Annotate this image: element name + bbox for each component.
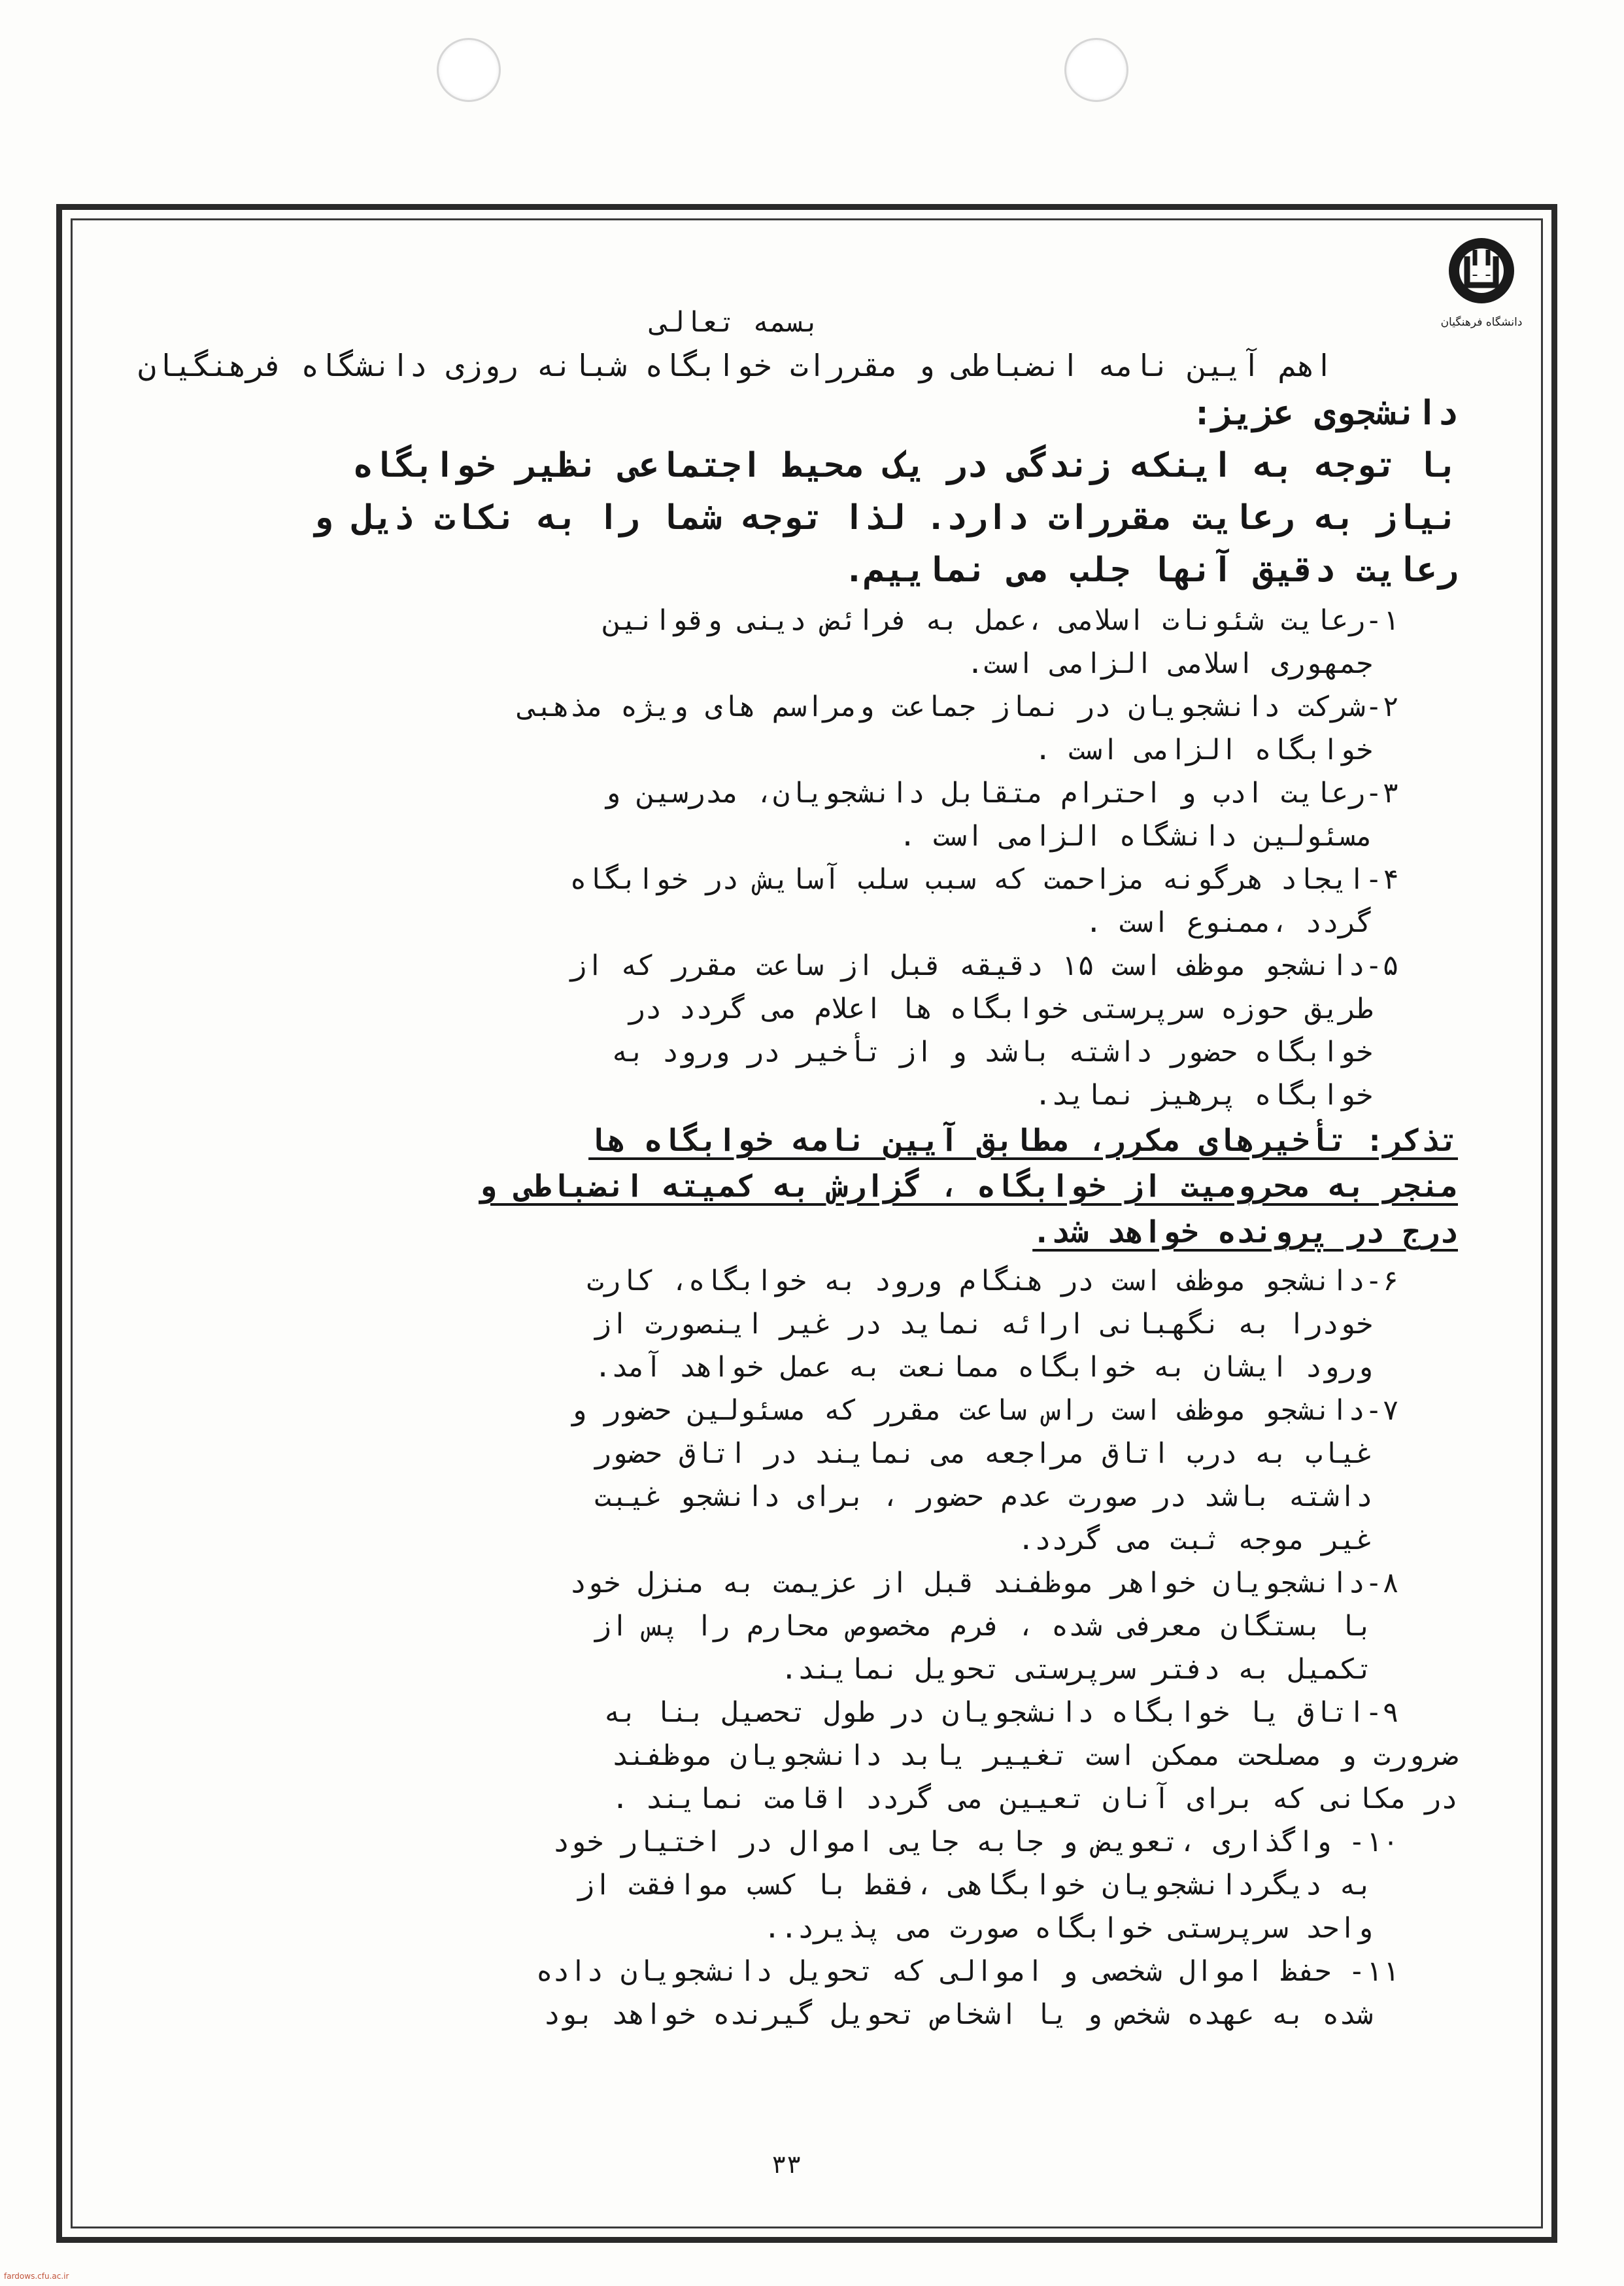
document-body [131,301,1458,2036]
rule-line: ۶-دانشجو موظف است در هنگام ورود به خوابگاه، کارت [586,1265,1399,1297]
rule-line: مسئولین دانشگاه الزامی است . [899,820,1373,853]
rule-item [131,1950,1399,2036]
bismillah: بسمه تعالی [651,306,820,339]
rule-line: ۹-اتاق یا خوابگاه دانشجویان در طول تحصیل بنا به [603,1696,1399,1729]
rule-line: تکمیل به دفتر سرپرستی تحویل نمایند. [780,1653,1373,1686]
rule-line: جمهوری اسلامی الزامی است. [966,647,1373,680]
rule-line: خودرا به نگهبانی ارائه نماید در غیر اینصورت از [594,1308,1373,1340]
rule-line: ۵-دانشجو موظف است ۱۵ دقیقه قبل از ساعت مقرر که از [569,949,1399,982]
rule-line: خوابگاه الزامی است . [1034,734,1373,766]
rule-line: ۴-ایجاد هرگونه مزاحمت که سبب سلب آسایش در خوابگاه [569,863,1399,896]
note-line: تذکر: تأخیرهای مکرر، مطابق آیین نامه خوابگاه ها [588,1123,1458,1159]
note-line: منجر به محرومیت از خوابگاه ، گزارش به کمیته انضباطی و [477,1169,1458,1204]
rule-line: واحد سرپرستی خوابگاه صورت می پذیرد.. [764,1912,1373,1945]
rule-item [131,858,1399,944]
intro-paragraph [131,439,1458,596]
rule-line: خوابگاه پرهیز نماید. [1034,1079,1373,1112]
rule-line: غیاب به درب اتاق مراجعه می نمایند در اتاق حضور [594,1437,1373,1470]
rule-line: داشته باشد در صورت عدم حضور ، برای دانشجو غیبت [594,1480,1373,1513]
rule-line: ۲-شرکت دانشجویان در نماز جماعت ومراسم های ویژه مذهبی [518,691,1399,723]
rule-line: شده به عهده شخص و یا اشخاص تحویل گیرنده خواهد بود [543,1998,1373,2031]
page-number: ۳۳ [771,2150,802,2179]
rule-item [131,685,1399,772]
rule-line: گردد ،ممنوع است . [1085,906,1373,939]
rule-item [131,944,1399,1117]
rule-item [131,1259,1399,1389]
rule-line: طریق حوزه سرپرستی خوابگاه ها اعلام می گردد در [628,993,1373,1025]
rule-line: ۱-رعایت شئونات اسلامی ،عمل به فرائض دینی وقوانین [603,604,1399,637]
intro-line: با توجه به اینکه زندگی در یک محیط اجتماعی نظیر خوابگاه [352,446,1458,485]
rule-item [131,1561,1399,1691]
rule-item [131,1691,1458,1820]
note-line: درج در پرونده خواهد شد. [1032,1214,1458,1250]
rule-line: ۱۱- حفظ اموال شخصی و اموالی که تحویل دانشجویان داده [535,1955,1399,1988]
note-block [131,1118,1458,1255]
greeting: دانشجوی عزیز: [1192,394,1458,433]
watermark: fardows.cfu.ac.ir [4,2272,69,2281]
rule-line: به دیگردانشجویان خوابگاهی ،فقط با کسب موافقت از [577,1869,1373,1902]
rule-item [131,772,1399,858]
rule-line: در مکانی که برای آنان تعیین می گردد اقامت نمایند . [611,1783,1458,1815]
document-title: اهم آیین نامه انضباطی و مقررات خوابگاه شبانه روزی دانشگاه فرهنگیان [138,348,1333,383]
rule-line: ضرورت و مصلحت ممکن است تغییر یابد دانشجویان موظفند [611,1739,1458,1772]
punch-hole-right [1064,38,1128,102]
intro-line: رعایت دقیق آنها جلب می نماییم. [843,551,1458,590]
rule-line: غیر موجه ثبت می گردد. [1017,1524,1373,1556]
rule-line: ورود ایشان به خوابگاه ممانعت به عمل خواهد آمد. [594,1351,1373,1384]
rule-item [131,1820,1399,1950]
rules-list-a [131,599,1458,1117]
rule-line: ۱۰- واگذاری ،تعویض و جابه جایی اموال در اختیار خود [552,1826,1399,1858]
rule-line: ۸-دانشجویان خواهر موظفند قبل از عزیمت به منزل خود [569,1567,1399,1599]
rules-list-b [131,1259,1458,2036]
svg-text:دانشگاه فرهنگیان: دانشگاه فرهنگیان [1440,316,1523,329]
intro-line: نیاز به رعایت مقررات دارد. لذا توجه شما را به نکات ذیل و [311,498,1458,537]
punch-hole-left [437,38,501,102]
rule-line: با بستگان معرفی شده ، فرم مخصوص محارم را پس از [594,1610,1373,1643]
rule-item [131,1389,1399,1561]
rule-item [131,599,1399,685]
rule-line: ۷-دانشجو موظف است راس ساعت مقرر که مسئولین حضور و [569,1394,1399,1427]
rule-line: ۳-رعایت ادب و احترام متقابل دانشجویان، مدرسین و [603,777,1399,810]
rule-line: خوابگاه حضور داشته باشد و از تأخیر در ورود به [611,1036,1373,1068]
